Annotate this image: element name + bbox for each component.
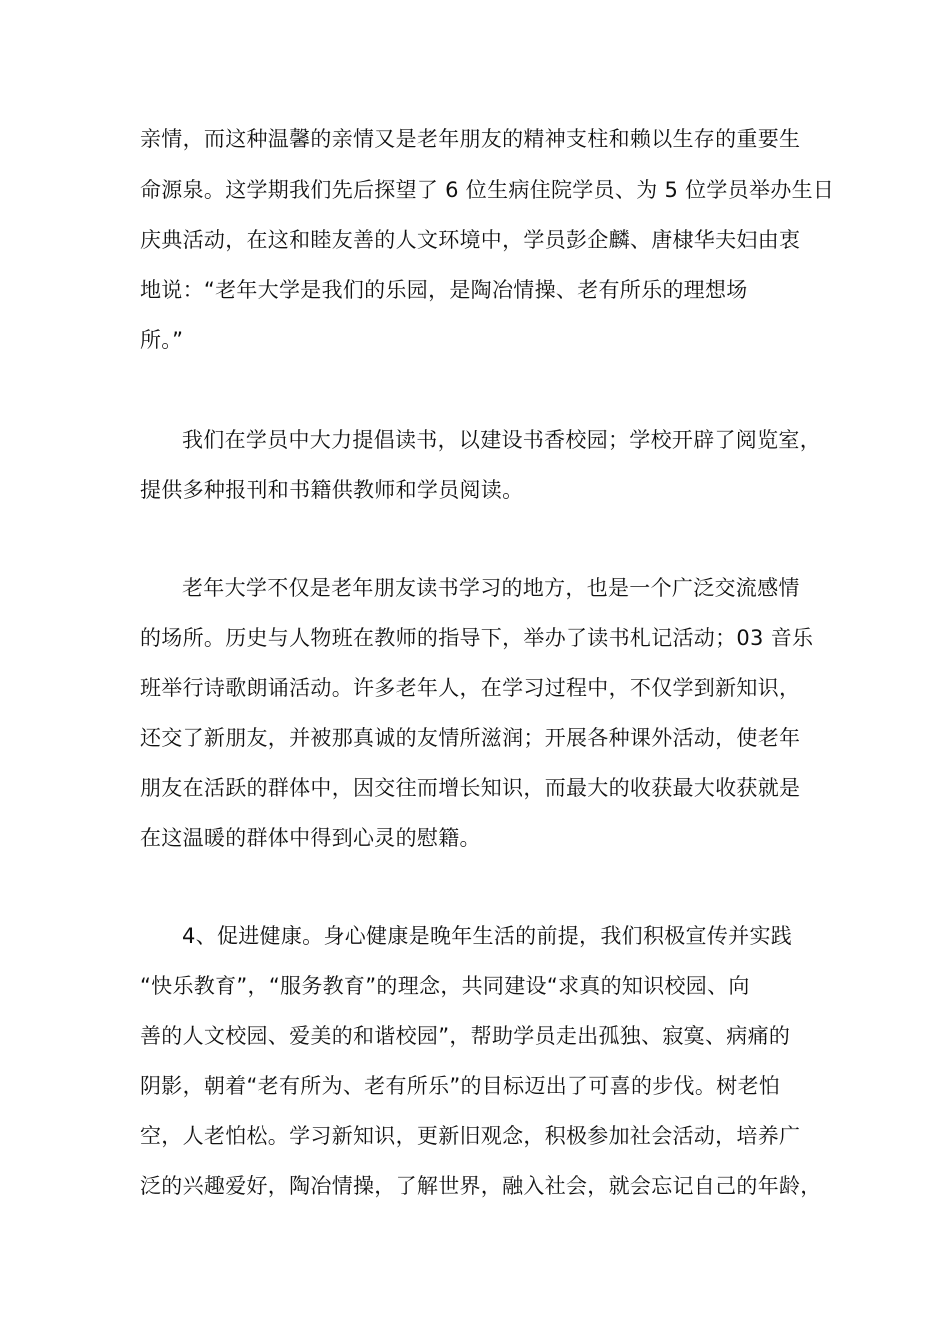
text-line: 我们在学员中大力提倡读书，以建设书香校园；学校开辟了阅览室，	[182, 428, 821, 452]
text-line: 所。”	[140, 328, 184, 352]
text-line: “快乐教育”，“服务教育”的理念，共同建设“求真的知识校园、向	[140, 974, 750, 998]
text-line: 庆典活动，在这和睦友善的人文环境中，学员彭企麟、唐棣华夫妇由衷	[140, 228, 801, 252]
text-line: 亲情，而这种温馨的亲情又是老年朋友的精神支柱和赖以生存的重要生	[140, 127, 801, 151]
text-line: 空，人老怕松。学习新知识，更新旧观念，积极参加社会活动，培养广	[140, 1124, 801, 1148]
text-line: 地说：“老年大学是我们的乐园，是陶冶情操、老有所乐的理想场	[140, 278, 748, 302]
text-line: 阴影，朝着“老有所为、老有所乐”的目标迈出了可喜的步伐。树老怕	[140, 1074, 781, 1098]
text-line: 4、促进健康。身心健康是晚年生活的前提，我们积极宣传并实践	[182, 924, 793, 948]
text-line: 善的人文校园、爱美的和谐校园”，帮助学员走出孤独、寂寞、病痛的	[140, 1024, 791, 1048]
text-line: 命源泉。这学期我们先后探望了 6 位生病住院学员、为 5 位学员举办生日	[140, 178, 835, 202]
text-line: 的场所。历史与人物班在教师的指导下，举办了读书札记活动；03 音乐	[140, 626, 814, 650]
text-line: 老年大学不仅是老年朋友读书学习的地方，也是一个广泛交流感情	[182, 576, 800, 600]
text-line: 还交了新朋友，并被那真诚的友情所滋润；开展各种课外活动，使老年	[140, 726, 801, 750]
text-line: 提供多种报刊和书籍供教师和学员阅读。	[140, 478, 524, 502]
text-line: 泛的兴趣爱好，陶冶情操，了解世界，融入社会，就会忘记自己的年龄，	[140, 1174, 822, 1198]
text-line: 朋友在活跃的群体中，因交往而增长知识，而最大的收获最大收获就是	[140, 776, 801, 800]
text-line: 班举行诗歌朗诵活动。许多老年人，在学习过程中，不仅学到新知识，	[140, 676, 801, 700]
text-line: 在这温暖的群体中得到心灵的慰籍。	[140, 826, 481, 850]
